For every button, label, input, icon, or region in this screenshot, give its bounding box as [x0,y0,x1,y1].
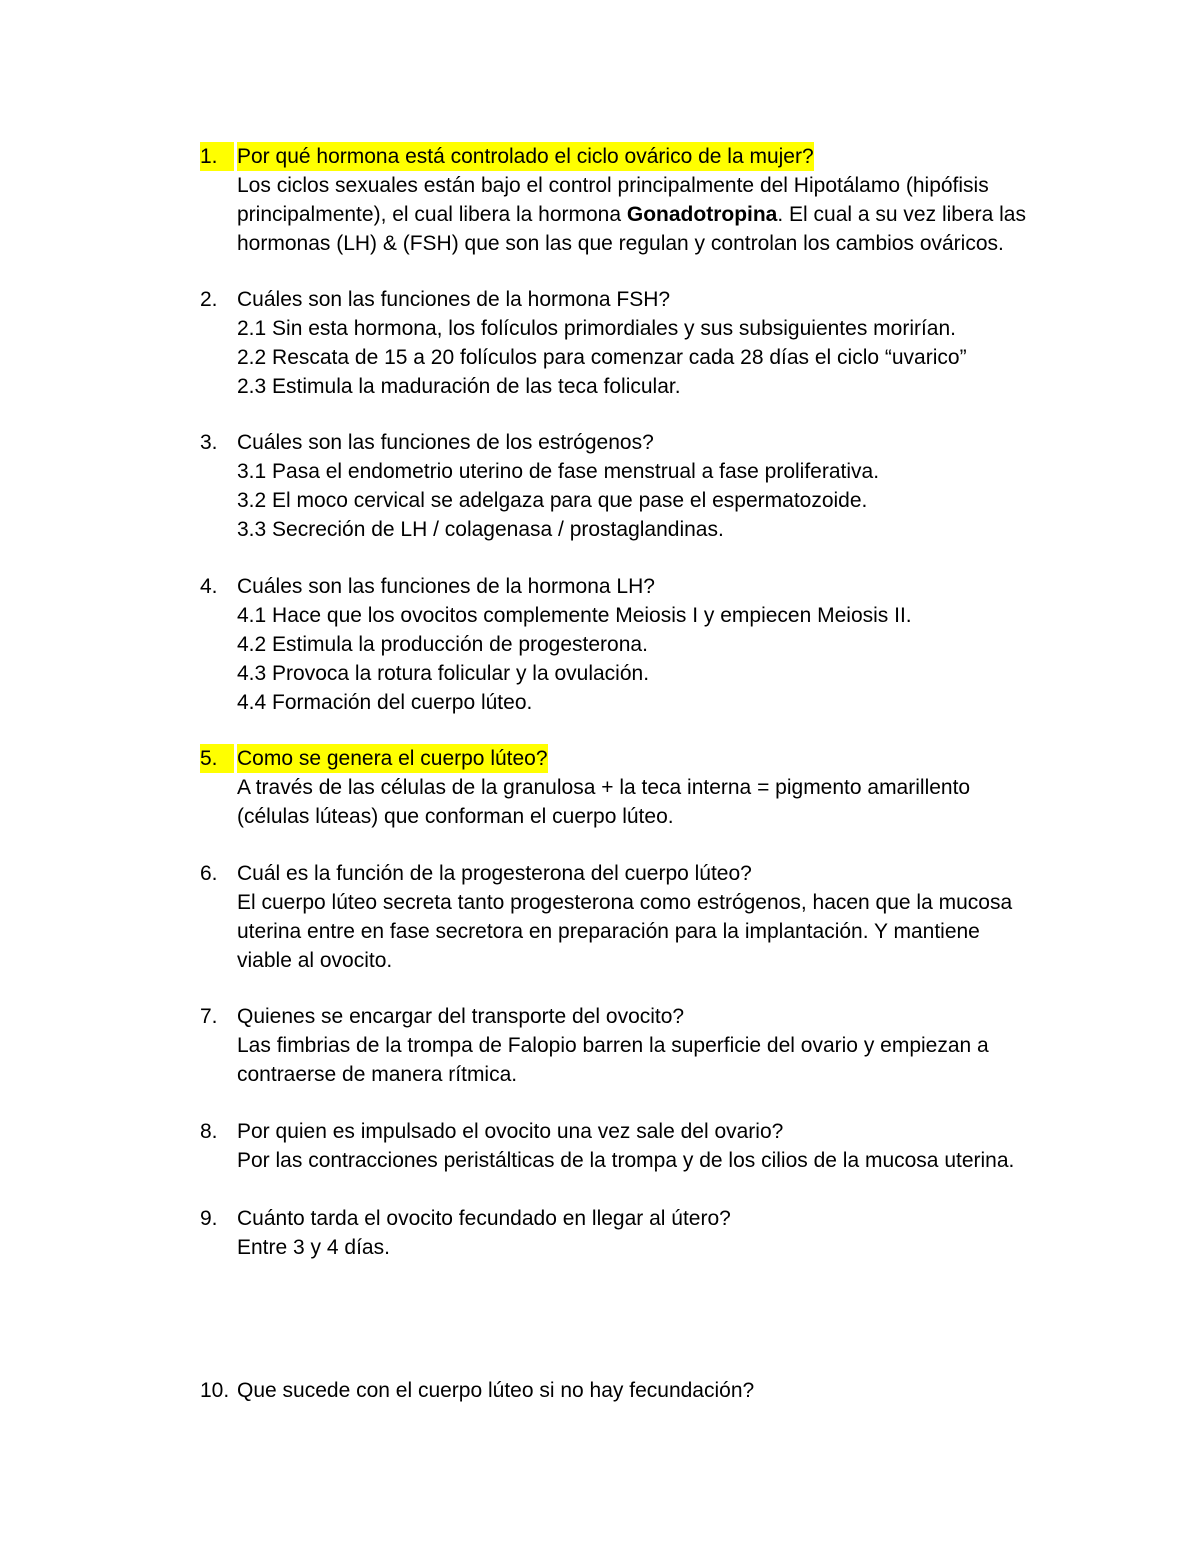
question-number: 1. [200,142,234,171]
question-number: 3. [200,431,218,454]
answer-line: 4.1 Hace que los ovocitos complemente Meiosis I y empiecen Meiosis II. [237,604,912,627]
question-number: 5. [200,744,234,773]
question-number: 6. [200,862,218,885]
answer-line: Por las contracciones peristálticas de la trompa y de los cilios de la mucosa uterina. [237,1149,1015,1172]
answer-line: 3.1 Pasa el endometrio uterino de fase menstrual a fase proliferativa. [237,460,880,483]
question-text: Cuáles son las funciones de la hormona LH? [237,575,655,598]
answer-line: 3.2 El moco cervical se adelgaza para que pase el espermatozoide. [237,489,868,512]
question-number: 7. [200,1005,218,1028]
answer-line: 3.3 Secreción de LH / colagenasa / prostaglandinas. [237,518,724,541]
question-text: Por qué hormona está controlado el ciclo ovárico de la mujer? [237,142,814,171]
question-number: 10. [200,1379,230,1402]
answer-line: 2.1 Sin esta hormona, los folículos primordiales y sus subsiguientes morirían. [237,317,957,340]
question-item-5 [200,744,1080,831]
question-item-4 [200,572,1080,717]
answer-line: (células lúteas) que conforman el cuerpo lúteo. [237,805,674,828]
question-item-9 [200,1204,1080,1262]
question-text: Quienes se encargar del transporte del ovocito? [237,1005,685,1028]
question-number: 2. [200,288,218,311]
question-item-7 [200,1002,1080,1089]
answer-line: A través de las células de la granulosa + la teca interna = pigmento amarillento [237,776,971,799]
question-number: 9. [200,1207,218,1230]
answer-line: principalmente), el cual libera la hormona Gonadotropina. El cual a su vez libera las [237,203,1026,226]
question-number: 4. [200,575,218,598]
bold-term: Gonadotropina [626,203,778,226]
answer-line: viable al ovocito. [237,949,393,972]
answer-line: Los ciclos sexuales están bajo el control principalmente del Hipotálamo (hipófisis [237,174,989,197]
answer-line: contraerse de manera rítmica. [237,1063,518,1086]
answer-line: 4.4 Formación del cuerpo lúteo. [237,691,533,714]
question-text: Por quien es impulsado el ovocito una vez sale del ovario? [237,1120,784,1143]
answer-line: 4.3 Provoca la rotura folicular y la ovulación. [237,662,650,685]
question-item-6 [200,859,1080,975]
question-item-2 [200,285,1080,401]
answer-line: Las fimbrias de la trompa de Falopio barren la superficie del ovario y empiezan a [237,1034,989,1057]
answer-line: 4.2 Estimula la producción de progesterona. [237,633,648,656]
question-item-10 [200,1376,1080,1405]
question-text: Como se genera el cuerpo lúteo? [237,744,548,773]
question-text: Cuánto tarda el ovocito fecundado en llegar al útero? [237,1207,731,1230]
question-text: Cuáles son las funciones de los estrógenos? [237,431,654,454]
question-text: Cuáles son las funciones de la hormona FSH? [237,288,671,311]
answer-line: Entre 3 y 4 días. [237,1236,390,1259]
question-text: Cuál es la función de la progesterona del cuerpo lúteo? [237,862,752,885]
answer-line: uterina entre en fase secretora en preparación para la implantación. Y mantiene [237,920,980,943]
question-text: Que sucede con el cuerpo lúteo si no hay fecundación? [237,1379,755,1402]
answer-line: 2.2 Rescata de 15 a 20 folículos para comenzar cada 28 días el ciclo “uvarico” [237,346,967,369]
answer-line: 2.3 Estimula la maduración de las teca folicular. [237,375,681,398]
question-item-3 [200,428,1080,544]
question-item-1 [200,142,1080,258]
answer-line: hormonas (LH) & (FSH) que son las que regulan y controlan los cambios ováricos. [237,232,1004,255]
question-item-8 [200,1117,1080,1175]
question-number: 8. [200,1120,218,1143]
answer-line: El cuerpo lúteo secreta tanto progesterona como estrógenos, hacen que la mucosa [237,891,1013,914]
